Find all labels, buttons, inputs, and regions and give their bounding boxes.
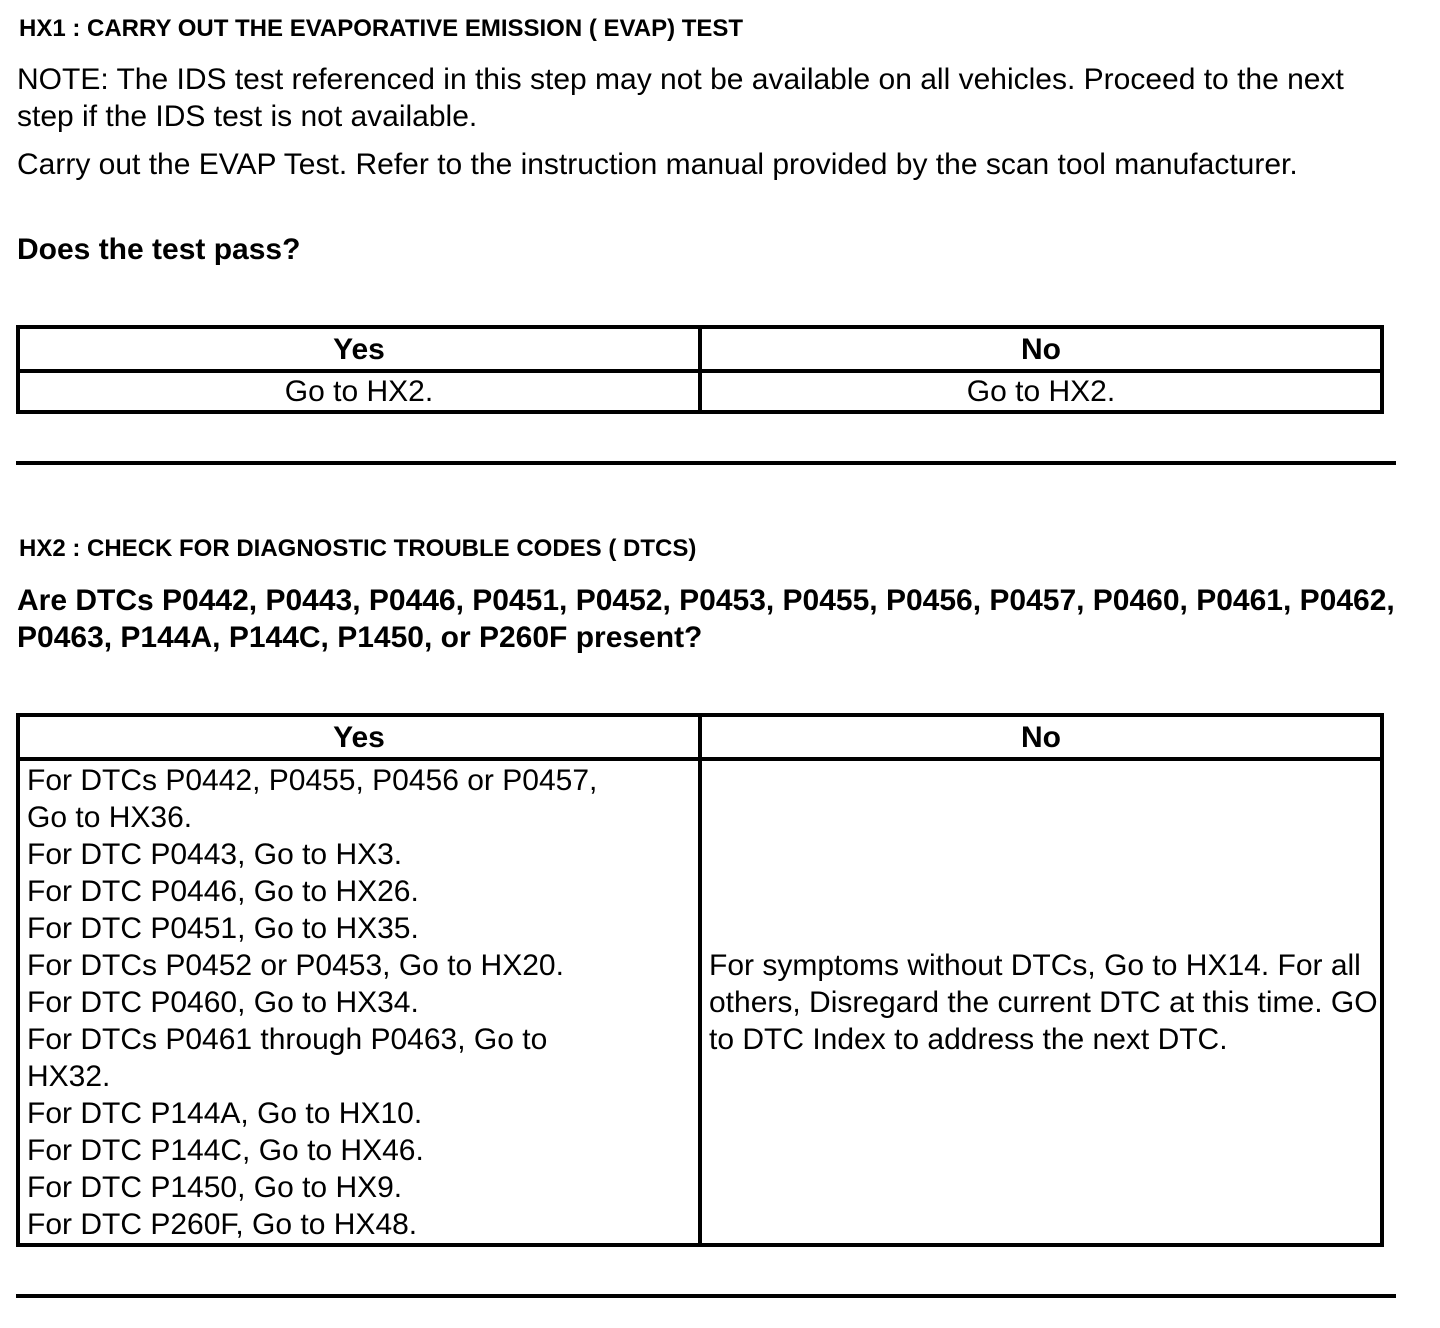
section-divider <box>16 461 1396 465</box>
yes-action-line: For DTC P0460, Go to HX34. <box>27 986 419 1019</box>
yes-action-cell: Go to HX2. <box>18 371 700 412</box>
yes-column-header: Yes <box>18 327 700 371</box>
section-divider <box>16 1294 1396 1298</box>
table-row <box>18 371 1382 412</box>
no-column-header: No <box>700 715 1382 759</box>
yes-action-line: For DTC P0443, Go to HX3. <box>27 838 403 871</box>
question-text-hx2: Are DTCs P0442, P0443, P0446, P0451, P0452, P0453, P0455, P0456, P0457, P0460, P0461, P0462, P0463, P144A, P144C, P1450, or P260F present? <box>17 584 1395 654</box>
question-text-hx1: Does the test pass? <box>17 233 301 266</box>
yes-action-line: For DTC P0446, Go to HX26. <box>27 875 419 908</box>
no-action-cell: For symptoms without DTCs, Go to HX14. For all others, Disregard the current DTC at this time. GO to DTC Index to address the next DTC. <box>700 759 1382 1245</box>
yes-action-line: For DTC P1450, Go to HX9. <box>27 1171 403 1204</box>
yes-action-line: Go to HX36. <box>27 801 193 834</box>
yes-action-line: For DTC P0451, Go to HX35. <box>27 912 419 945</box>
yes-action-line: For DTC P144C, Go to HX46. <box>27 1134 424 1167</box>
table-row <box>18 759 1382 1245</box>
yes-action-line: HX32. <box>27 1060 111 1093</box>
table-header-row <box>18 327 1382 371</box>
step-heading-hx2: HX2 : CHECK FOR DIAGNOSTIC TROUBLE CODES ( DTCS) <box>19 535 697 562</box>
no-action-cell: Go to HX2. <box>700 371 1382 412</box>
yes-action-line: For DTCs P0442, P0455, P0456 or P0457, <box>27 764 598 797</box>
yes-action-line: For DTC P260F, Go to HX48. <box>27 1208 418 1241</box>
yes-column-header: Yes <box>18 715 700 759</box>
yes-action-line: For DTC P144A, Go to HX10. <box>27 1097 423 1130</box>
yes-action-line: For DTCs P0452 or P0453, Go to HX20. <box>27 949 564 982</box>
yes-action-line: For DTCs P0461 through P0463, Go to <box>27 1023 548 1056</box>
yes-action-cell <box>18 759 700 1245</box>
note-text: NOTE: The IDS test referenced in this step may not be available on all vehicles. Proceed to the next step if the IDS test is not available. <box>17 63 1344 133</box>
answer-table-hx2 <box>16 713 1384 1247</box>
answer-table-hx1 <box>16 325 1384 414</box>
step-heading-hx1: HX1 : CARRY OUT THE EVAPORATIVE EMISSION ( EVAP) TEST <box>19 15 744 42</box>
instruction-text: Carry out the EVAP Test. Refer to the instruction manual provided by the scan tool manufacturer. <box>17 148 1298 181</box>
no-column-header: No <box>700 327 1382 371</box>
table-header-row <box>18 715 1382 759</box>
